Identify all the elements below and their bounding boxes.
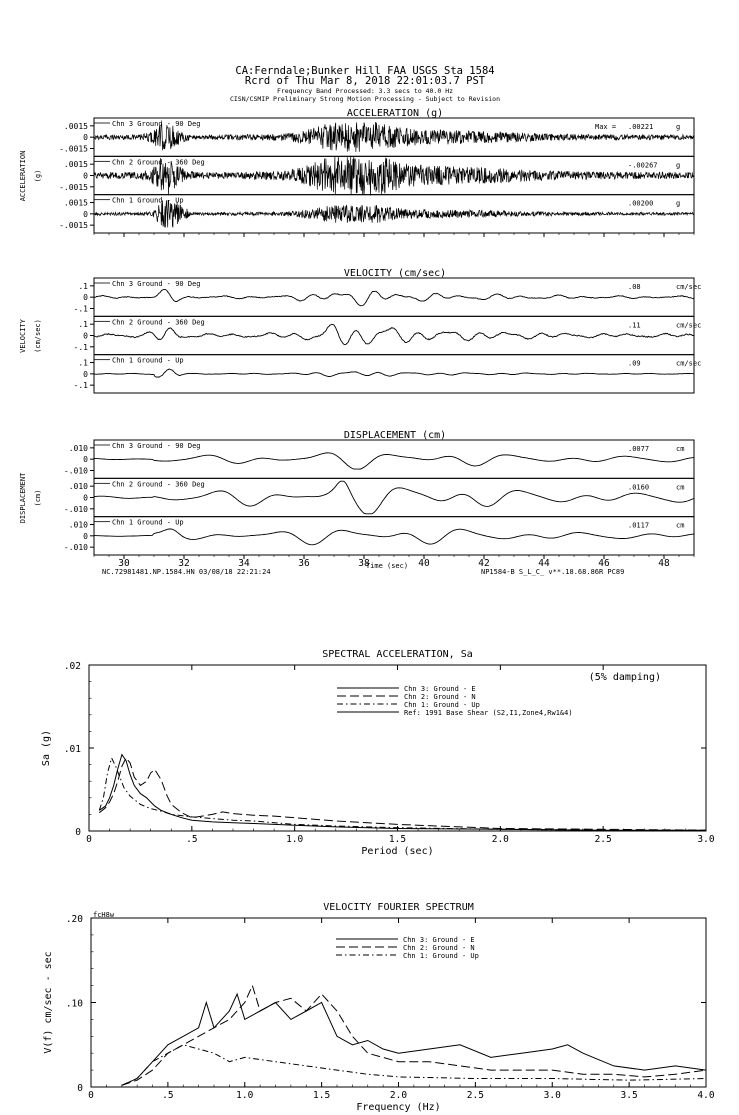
- legend-entry: Chn 1: Ground - Up: [403, 952, 479, 960]
- legend-entry: Ref: 1991 Base Shear (S2,I1,Zone4,Rw1&4): [404, 709, 573, 717]
- x-tick-label: 4.0: [697, 1090, 715, 1101]
- peak-unit: cm: [676, 483, 685, 492]
- x-tick-label: 42: [478, 558, 490, 569]
- peak-value: .11: [628, 321, 641, 330]
- y-tick-label: 0: [83, 531, 88, 541]
- channel-label: Chn 1 Ground - Up: [112, 518, 184, 527]
- y-tick-label: -.1: [73, 342, 88, 352]
- x-tick-label: 3.0: [543, 1090, 561, 1101]
- x-tick-label: .5: [162, 1090, 174, 1101]
- channel-label: Chn 2 Ground - 360 Deg: [112, 318, 205, 327]
- channel-trace: [94, 200, 694, 227]
- channel-label: Chn 1 Ground - Up: [112, 356, 184, 365]
- legend-entry: Chn 3: Ground - E: [404, 685, 476, 693]
- velocity-fourier-spectrum-chart: [43, 902, 715, 1113]
- y-tick-label: -.010: [63, 504, 88, 514]
- peak-unit: g: [676, 199, 681, 208]
- peak-unit: cm/sec: [676, 321, 702, 330]
- y-tick-label: -.0015: [59, 221, 88, 231]
- y-tick-label: .1: [78, 358, 88, 368]
- peak-unit: g: [676, 161, 681, 170]
- x-tick-label: 40: [418, 558, 430, 569]
- x-tick-label: .5: [186, 834, 198, 845]
- y-axis-label: V(f) cm/sec - sec: [43, 951, 54, 1054]
- footer-right: NP1584-B S_L_C_ v**.18.68.86R PC89: [481, 568, 625, 576]
- x-tick-label: 3.5: [620, 1090, 638, 1101]
- y-tick-label: -.1: [73, 304, 88, 314]
- peak-value: .0077: [628, 445, 650, 453]
- channel-trace: [94, 453, 694, 469]
- peak-value: -.00267: [628, 161, 658, 170]
- header-record: Rcrd of Thu Mar 8, 2018 22:01:03.7 PST: [244, 75, 486, 87]
- x-tick-label: 46: [598, 558, 610, 569]
- panel-yunit: (cm): [34, 489, 42, 507]
- header-band: Frequency Band Processed: 3.3 secs to 40.0 Hz: [276, 87, 454, 95]
- corner-label: fcH8w: [93, 911, 115, 919]
- peak-prefix: Max =: [595, 123, 617, 131]
- y-tick-label: .0015: [63, 121, 88, 131]
- x-tick-label: 48: [658, 558, 670, 569]
- panel-displacement: [19, 430, 694, 570]
- x-tick-label: 1.5: [388, 834, 407, 845]
- x-tick-label: 36: [298, 558, 310, 569]
- y-tick-label: .010: [68, 443, 88, 453]
- spectral-acceleration-chart: [41, 649, 715, 857]
- series-line: [122, 994, 706, 1085]
- peak-value: .0160: [628, 483, 650, 492]
- x-tick-label: 1.0: [286, 834, 304, 845]
- x-tick-label: 2.0: [491, 834, 509, 845]
- peak-value: .0117: [628, 521, 650, 530]
- y-tick-label: -.1: [73, 381, 88, 391]
- x-tick-label: 44: [538, 558, 550, 569]
- series-line: [122, 986, 706, 1086]
- channel-label: Chn 3 Ground - 90 Deg: [112, 442, 201, 450]
- y-tick-label: .1: [78, 320, 88, 330]
- peak-value: .08: [628, 283, 641, 291]
- x-tick-label: 2.5: [594, 834, 612, 845]
- x-tick-label: 30: [118, 558, 130, 569]
- channel-trace: [94, 369, 694, 377]
- y-tick-label: .20: [65, 914, 83, 925]
- y-tick-label: 0: [83, 293, 88, 303]
- time-series-panels: [19, 108, 701, 570]
- peak-value: .09: [628, 359, 641, 368]
- panel-yunit: (cm/sec): [34, 319, 42, 353]
- y-axis-label: Sa (g): [41, 729, 52, 767]
- panel-ylabel: DISPLACEMENT: [19, 472, 27, 524]
- x-tick-label: 0: [86, 834, 92, 845]
- y-tick-label: -.0015: [59, 182, 88, 192]
- panel-title: VELOCITY (cm/sec): [343, 268, 447, 279]
- panel-ylabel: ACCELERATION: [19, 150, 27, 202]
- y-tick-label: .0015: [63, 198, 88, 208]
- series-line: [99, 755, 706, 831]
- y-tick-label: -.0015: [59, 144, 88, 154]
- x-tick-label: 34: [238, 558, 250, 569]
- legend-entry: Chn 1: Ground - Up: [404, 701, 480, 709]
- y-tick-label: .01: [63, 744, 81, 755]
- y-tick-label: 0: [83, 331, 88, 341]
- x-tick-label: 3.0: [697, 834, 715, 845]
- x-axis-label: Period (sec): [361, 846, 434, 857]
- channel-label: Chn 3 Ground - 90 Deg: [112, 280, 201, 288]
- plot-frame: [89, 665, 706, 831]
- x-tick-label: 1.5: [313, 1090, 331, 1101]
- channel-label: Chn 3 Ground - 90 Deg: [112, 120, 201, 128]
- y-tick-label: 0: [83, 455, 88, 465]
- x-tick-label: 32: [178, 558, 190, 569]
- channel-trace: [94, 324, 694, 344]
- y-tick-label: .010: [68, 520, 88, 530]
- panel-acceleration: [19, 108, 694, 237]
- channel-label: Chn 2 Ground - 360 Deg: [112, 480, 205, 489]
- channel-label: Chn 1 Ground - Up: [112, 196, 184, 205]
- panel-title: DISPLACEMENT (cm): [343, 430, 447, 441]
- y-tick-label: -.010: [63, 543, 88, 553]
- x-tick-label: 38: [358, 558, 370, 569]
- y-tick-label: .02: [63, 661, 81, 672]
- damping-note: (5% damping): [588, 672, 661, 683]
- peak-value: .00221: [628, 123, 654, 131]
- channel-label: Chn 2 Ground - 360 Deg: [112, 158, 205, 167]
- peak-unit: cm/sec: [676, 283, 702, 291]
- peak-unit: cm: [676, 445, 685, 453]
- y-tick-label: .1: [78, 281, 88, 291]
- peak-unit: cm: [676, 521, 685, 530]
- y-tick-label: .010: [68, 482, 88, 492]
- panel-yunit: (g): [34, 169, 42, 183]
- x-tick-label: 2.0: [389, 1090, 408, 1101]
- chart-title: SPECTRAL ACCELERATION, Sa: [322, 649, 473, 660]
- channel-trace: [94, 529, 694, 545]
- panel-title: ACCELERATION (g): [346, 108, 444, 119]
- footer-left: NC.72981481.NP.1584.HN 03/08/18 22:21:24: [102, 568, 271, 576]
- y-tick-label: 0: [83, 171, 88, 181]
- y-tick-label: 0: [83, 493, 88, 503]
- x-axis-label: Time (sec): [365, 562, 409, 570]
- y-tick-label: -.010: [63, 466, 88, 476]
- header-processing: CISN/CSMIP Preliminary Strong Motion Processing - Subject to Revision: [229, 95, 501, 103]
- chart-title: VELOCITY FOURIER SPECTRUM: [323, 902, 474, 913]
- y-tick-label: .10: [65, 998, 83, 1010]
- x-tick-label: 2.5: [466, 1090, 484, 1101]
- legend-entry: Chn 2: Ground - N: [404, 693, 476, 701]
- panel-velocity: [19, 268, 701, 393]
- y-tick-label: 0: [77, 1083, 83, 1094]
- y-tick-label: 0: [83, 209, 88, 219]
- y-tick-label: 0: [83, 133, 88, 143]
- y-tick-label: 0: [83, 369, 88, 379]
- header-station: CA:Ferndale;Bunker Hill FAA USGS Sta 1584: [235, 65, 495, 77]
- panel-ylabel: VELOCITY: [19, 319, 27, 353]
- channel-trace: [94, 289, 694, 305]
- legend-entry: Chn 3: Ground - E: [403, 936, 475, 944]
- peak-unit: g: [676, 123, 681, 131]
- peak-unit: cm/sec: [676, 359, 702, 368]
- x-axis-label: Frequency (Hz): [356, 1102, 441, 1113]
- legend-entry: Chn 2: Ground - N: [403, 944, 475, 952]
- x-tick-label: 0: [88, 1090, 94, 1101]
- y-tick-label: 0: [75, 827, 81, 838]
- x-tick-label: 1.0: [236, 1090, 254, 1101]
- y-tick-label: .0015: [63, 160, 88, 170]
- peak-value: .00200: [628, 199, 654, 208]
